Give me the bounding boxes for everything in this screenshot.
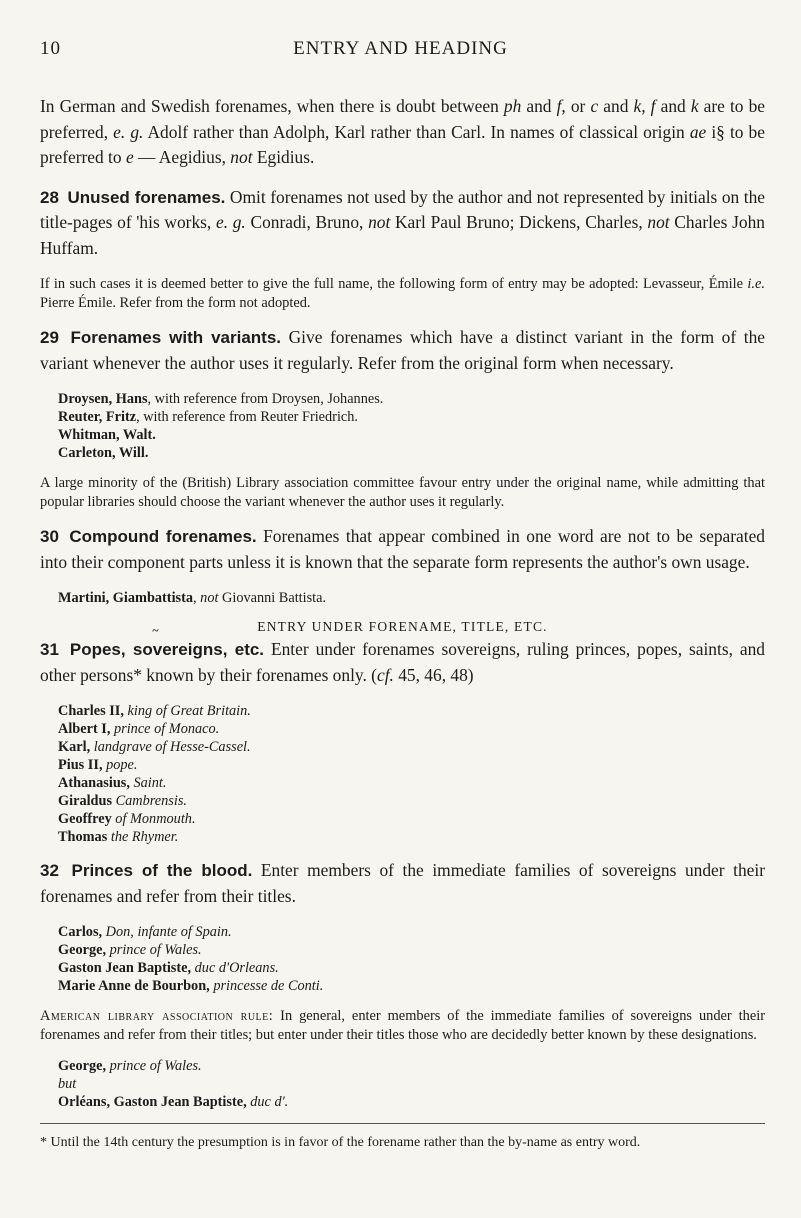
example-entry: Carlos, Don, infante of Spain. [58, 924, 232, 940]
example-entry: Geoffrey of Monmouth. [58, 811, 196, 827]
ala-rule-note: American library association rule: In general, enter members of the immediate families of sovereigns under their forenames and refer from their titles; but enter under their titles those who are decidedly better known by these designations. [40, 1008, 765, 1043]
example-entry: Giraldus Cambrensis. [58, 793, 187, 809]
footnote-marker: * [133, 664, 142, 685]
rule-title: Unused forenames. [67, 187, 226, 207]
example-entry: Gaston Jean Baptiste, duc d'Orleans. [58, 960, 279, 976]
example-entry: Pius II, pope. [58, 757, 138, 773]
rule-29-examples [58, 390, 765, 462]
example-entry: Athanasius, Saint. [58, 775, 167, 791]
rule-32: 32 Princes of the blood. Enter members of the immediate families of sovereigns under their forenames and refer from their titles. [40, 860, 765, 906]
rule-title: Princes of the blood. [71, 861, 253, 880]
rule-title: Popes, sovereigns, etc. [69, 640, 265, 659]
rule-number: 32 [40, 861, 59, 880]
rule-number: 29 [40, 328, 59, 347]
ala-examples [58, 1057, 765, 1111]
rule-28-note: If in such cases it is deemed better to give the full name, the following form of entry may be adopted: Levasseur, Émile i.e. Pierre Émile. Refer from the form not adopted. [40, 276, 765, 311]
rule-number: 30 [40, 527, 59, 546]
example-entry: Karl, landgrave of Hesse-Cassel. [58, 739, 251, 755]
rule-29-note: A large minority of the (British) Library association committee favour entry under the original name, while admitting that popular libraries should choose the variant whenever the author uses it regularly. [40, 475, 765, 510]
section-heading: ~ ENTRY UNDER FORENAME, TITLE, ETC. [40, 619, 765, 635]
example-entry: Reuter, Fritz, with reference from Reuter Friedrich. [58, 409, 358, 425]
rule-title: Forenames with variants. [70, 328, 282, 347]
example-entry: Thomas the Rhymer. [58, 829, 179, 845]
example-entry: Orléans, Gaston Jean Baptiste, duc d'. [58, 1094, 289, 1110]
example-entry: Whitman, Walt. [58, 427, 156, 443]
rule-31: 31 Popes, sovereigns, etc. Enter under forenames sovereigns, ruling princes, popes, saints, and other persons* known by their forenames only. (cf. 45, 46, 48) [40, 639, 765, 685]
ink-smudge: ~ [152, 623, 158, 637]
footnote-marker: * [40, 1135, 47, 1150]
footnote: * Until the 14th century the presumption is in favor of the forename rather than the by-name as entry word. [40, 1135, 641, 1150]
rule-30: 30 Compound forenames. Forenames that appear combined in one word are not to be separated into their component parts unless it is known that the separate form represents the author's own usage. [40, 526, 765, 572]
rule-28: 28 Unused forenames. Omit forenames not used by the author and not represented by initials on the title-pages of 'his works, e. g. Conradi, Bruno, not Karl Paul Bruno; Dickens, Charles, not Charles John Huffam. [40, 186, 765, 258]
page-number: 10 [40, 38, 61, 59]
rule-29: 29 Forenames with variants. Give forenames which have a distinct variant in the form of the variant whenever the author uses it regularly. Refer from the original form when necessary. [40, 327, 765, 373]
example-entry: Charles II, king of Great Britain. [58, 703, 251, 719]
rule-number: 28 [40, 187, 59, 207]
rule-32-examples [58, 923, 765, 995]
example-entry: George, prince of Wales. [58, 942, 202, 958]
example-entry: but [58, 1076, 77, 1092]
example-entry: Droysen, Hans, with reference from Droysen, Johannes. [58, 391, 384, 407]
rule-30-examples [58, 589, 765, 607]
rule-title: Compound forenames. [69, 527, 257, 546]
rule-number: 31 [40, 640, 59, 659]
example-entry: George, prince of Wales. [58, 1058, 202, 1074]
running-header [40, 38, 761, 60]
intro-paragraph: In German and Swedish forenames, when there is doubt between ph and f, or c and k, f and k are to be preferred, e. g. Adolf rather than Adolph, Karl rather than Carl. In names of classical origin ae i§ to be preferred to e — Aegidius, not Egidius. [40, 96, 766, 167]
example-entry: Carleton, Will. [58, 445, 149, 461]
footnote-divider [40, 1123, 765, 1124]
example-entry: Marie Anne de Bourbon, princesse de Conti. [58, 978, 324, 994]
page-body [40, 94, 765, 1151]
example-entry: Martini, Giambattista, not Giovanni Battista. [58, 590, 327, 606]
running-title: ENTRY AND HEADING [293, 38, 508, 59]
rule-31-examples [58, 702, 765, 846]
example-entry: Albert I, prince of Monaco. [58, 721, 220, 737]
